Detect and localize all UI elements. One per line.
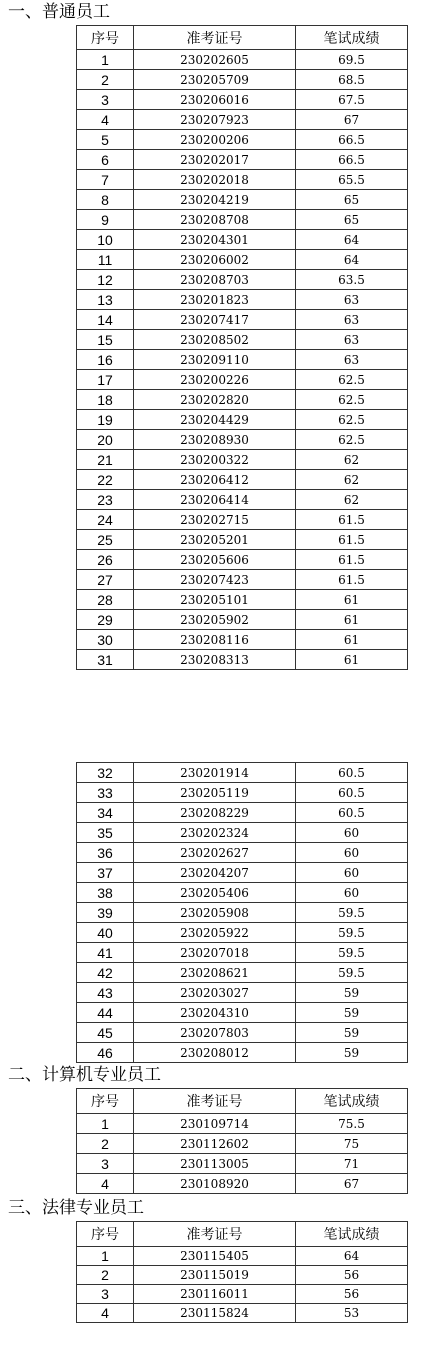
- score-cell: 64: [296, 1247, 408, 1266]
- table-row: [77, 390, 408, 410]
- header-exam-id: 准考证号: [134, 1089, 296, 1114]
- score-cell: 63.5: [296, 270, 408, 290]
- score-cell: 68.5: [296, 70, 408, 90]
- score-cell: 75: [296, 1134, 408, 1154]
- score-cell: 61.5: [296, 530, 408, 550]
- table-row: [77, 210, 408, 230]
- exam-id-cell: 230115824: [134, 1304, 296, 1323]
- score-cell: 59.5: [296, 903, 408, 923]
- table-row: [77, 430, 408, 450]
- seq-cell: 44: [77, 1003, 134, 1023]
- seq-cell: 34: [77, 803, 134, 823]
- score-table-law-staff: [76, 1221, 408, 1323]
- score-cell: 61: [296, 610, 408, 630]
- score-cell: 60: [296, 863, 408, 883]
- exam-id-cell: 230201823: [134, 290, 296, 310]
- seq-cell: 45: [77, 1023, 134, 1043]
- score-cell: 67: [296, 110, 408, 130]
- score-cell: 59: [296, 1043, 408, 1063]
- table-row: [77, 1134, 408, 1154]
- score-cell: 61.5: [296, 570, 408, 590]
- header-score: 笔试成绩: [296, 1089, 408, 1114]
- table-row: [77, 50, 408, 70]
- seq-cell: 3: [77, 90, 134, 110]
- seq-cell: 5: [77, 130, 134, 150]
- exam-id-cell: 230208502: [134, 330, 296, 350]
- section-title-law-staff: 三、法律专业员工: [8, 1198, 144, 1218]
- table-row: [77, 630, 408, 650]
- exam-id-cell: 230206016: [134, 90, 296, 110]
- score-cell: 60: [296, 823, 408, 843]
- table-row: [77, 170, 408, 190]
- seq-cell: 31: [77, 650, 134, 670]
- exam-id-cell: 230207018: [134, 943, 296, 963]
- score-cell: 60.5: [296, 763, 408, 783]
- score-cell: 59.5: [296, 963, 408, 983]
- exam-id-cell: 230200206: [134, 130, 296, 150]
- exam-id-cell: 230108920: [134, 1174, 296, 1194]
- seq-cell: 8: [77, 190, 134, 210]
- exam-id-cell: 230202715: [134, 510, 296, 530]
- score-cell: 60: [296, 883, 408, 903]
- seq-cell: 2: [77, 1134, 134, 1154]
- score-cell: 59.5: [296, 923, 408, 943]
- score-cell: 75.5: [296, 1114, 408, 1134]
- score-cell: 62.5: [296, 390, 408, 410]
- seq-cell: 14: [77, 310, 134, 330]
- seq-cell: 17: [77, 370, 134, 390]
- table-row: [77, 370, 408, 390]
- exam-id-cell: 230202324: [134, 823, 296, 843]
- seq-cell: 43: [77, 983, 134, 1003]
- table-row: [77, 450, 408, 470]
- table-row: [77, 983, 408, 1003]
- score-cell: 59.5: [296, 943, 408, 963]
- score-cell: 62.5: [296, 370, 408, 390]
- exam-id-cell: 230113005: [134, 1154, 296, 1174]
- header-seq: 序号: [77, 26, 134, 50]
- score-cell: 71: [296, 1154, 408, 1174]
- table-row: [77, 1003, 408, 1023]
- exam-id-cell: 230207423: [134, 570, 296, 590]
- seq-cell: 18: [77, 390, 134, 410]
- table-row: [77, 270, 408, 290]
- score-table-computer-staff: [76, 1088, 408, 1194]
- seq-cell: 4: [77, 1174, 134, 1194]
- exam-id-cell: 230205201: [134, 530, 296, 550]
- exam-id-cell: 230205922: [134, 923, 296, 943]
- seq-cell: 39: [77, 903, 134, 923]
- seq-cell: 10: [77, 230, 134, 250]
- table-header-row: [77, 1089, 408, 1114]
- exam-id-cell: 230205902: [134, 610, 296, 630]
- score-cell: 62.5: [296, 410, 408, 430]
- table-row: [77, 290, 408, 310]
- score-cell: 60: [296, 843, 408, 863]
- seq-cell: 32: [77, 763, 134, 783]
- score-cell: 62: [296, 450, 408, 470]
- exam-id-cell: 230204301: [134, 230, 296, 250]
- score-cell: 65.5: [296, 170, 408, 190]
- table-header-row: [77, 26, 408, 50]
- score-cell: 61: [296, 590, 408, 610]
- table-row: [77, 70, 408, 90]
- score-cell: 63: [296, 330, 408, 350]
- score-cell: 56: [296, 1266, 408, 1285]
- exam-id-cell: 230208116: [134, 630, 296, 650]
- score-cell: 65: [296, 190, 408, 210]
- score-cell: 59: [296, 983, 408, 1003]
- seq-cell: 27: [77, 570, 134, 590]
- exam-id-cell: 230208708: [134, 210, 296, 230]
- exam-id-cell: 230202605: [134, 50, 296, 70]
- table-header-row: [77, 1222, 408, 1247]
- header-score: 笔试成绩: [296, 1222, 408, 1247]
- seq-cell: 26: [77, 550, 134, 570]
- exam-id-cell: 230206414: [134, 490, 296, 510]
- table-row: [77, 823, 408, 843]
- score-cell: 63: [296, 350, 408, 370]
- exam-id-cell: 230202018: [134, 170, 296, 190]
- seq-cell: 35: [77, 823, 134, 843]
- seq-cell: 1: [77, 1114, 134, 1134]
- score-cell: 63: [296, 310, 408, 330]
- exam-id-cell: 230208930: [134, 430, 296, 450]
- table-row: [77, 510, 408, 530]
- seq-cell: 33: [77, 783, 134, 803]
- score-cell: 69.5: [296, 50, 408, 70]
- table-row: [77, 1114, 408, 1134]
- table-row: [77, 530, 408, 550]
- header-exam-id: 准考证号: [134, 26, 296, 50]
- seq-cell: 15: [77, 330, 134, 350]
- exam-id-cell: 230200322: [134, 450, 296, 470]
- seq-cell: 6: [77, 150, 134, 170]
- exam-id-cell: 230208313: [134, 650, 296, 670]
- exam-id-cell: 230208229: [134, 803, 296, 823]
- table-row: [77, 190, 408, 210]
- seq-cell: 2: [77, 70, 134, 90]
- table-row: [77, 410, 408, 430]
- table-row: [77, 1023, 408, 1043]
- score-cell: 61: [296, 630, 408, 650]
- seq-cell: 40: [77, 923, 134, 943]
- score-cell: 67: [296, 1174, 408, 1194]
- seq-cell: 16: [77, 350, 134, 370]
- seq-cell: 3: [77, 1154, 134, 1174]
- seq-cell: 29: [77, 610, 134, 630]
- table-row: [77, 923, 408, 943]
- seq-cell: 11: [77, 250, 134, 270]
- exam-id-cell: 230112602: [134, 1134, 296, 1154]
- table-row: [77, 150, 408, 170]
- table-row: [77, 590, 408, 610]
- exam-id-cell: 230204219: [134, 190, 296, 210]
- table-row: [77, 1043, 408, 1063]
- table-row: [77, 1266, 408, 1285]
- table-row: [77, 550, 408, 570]
- table-row: [77, 1174, 408, 1194]
- header-seq: 序号: [77, 1222, 134, 1247]
- table-row: [77, 1285, 408, 1304]
- exam-id-cell: 230208621: [134, 963, 296, 983]
- table-row: [77, 963, 408, 983]
- section-title-general-staff: 一、普通员工: [8, 2, 110, 22]
- seq-cell: 46: [77, 1043, 134, 1063]
- exam-id-cell: 230204429: [134, 410, 296, 430]
- table-row: [77, 763, 408, 783]
- exam-id-cell: 230200226: [134, 370, 296, 390]
- exam-id-cell: 230205406: [134, 883, 296, 903]
- table-row: [77, 130, 408, 150]
- exam-id-cell: 230208012: [134, 1043, 296, 1063]
- score-cell: 66.5: [296, 150, 408, 170]
- table-row: [77, 90, 408, 110]
- seq-cell: 13: [77, 290, 134, 310]
- exam-id-cell: 230206002: [134, 250, 296, 270]
- score-cell: 62: [296, 470, 408, 490]
- seq-cell: 24: [77, 510, 134, 530]
- header-score: 笔试成绩: [296, 26, 408, 50]
- exam-id-cell: 230209110: [134, 350, 296, 370]
- score-cell: 64: [296, 250, 408, 270]
- exam-id-cell: 230109714: [134, 1114, 296, 1134]
- seq-cell: 7: [77, 170, 134, 190]
- table-row: [77, 803, 408, 823]
- table-row: [77, 1247, 408, 1266]
- exam-id-cell: 230203027: [134, 983, 296, 1003]
- exam-id-cell: 230205101: [134, 590, 296, 610]
- score-cell: 61.5: [296, 550, 408, 570]
- exam-id-cell: 230202820: [134, 390, 296, 410]
- score-cell: 61.5: [296, 510, 408, 530]
- score-cell: 65: [296, 210, 408, 230]
- exam-id-cell: 230206412: [134, 470, 296, 490]
- seq-cell: 1: [77, 50, 134, 70]
- score-cell: 59: [296, 1003, 408, 1023]
- table-row: [77, 470, 408, 490]
- score-cell: 61: [296, 650, 408, 670]
- table-row: [77, 883, 408, 903]
- score-cell: 59: [296, 1023, 408, 1043]
- exam-id-cell: 230208703: [134, 270, 296, 290]
- table-row: [77, 903, 408, 923]
- table-row: [77, 230, 408, 250]
- seq-cell: 28: [77, 590, 134, 610]
- table-row: [77, 650, 408, 670]
- seq-cell: 23: [77, 490, 134, 510]
- table-row: [77, 110, 408, 130]
- score-table-general-staff-part2: [76, 762, 408, 1063]
- seq-cell: 1: [77, 1247, 134, 1266]
- table-row: [77, 1154, 408, 1174]
- table-row: [77, 943, 408, 963]
- exam-id-cell: 230202017: [134, 150, 296, 170]
- header-seq: 序号: [77, 1089, 134, 1114]
- table-row: [77, 863, 408, 883]
- exam-id-cell: 230204207: [134, 863, 296, 883]
- exam-id-cell: 230205606: [134, 550, 296, 570]
- seq-cell: 9: [77, 210, 134, 230]
- seq-cell: 36: [77, 843, 134, 863]
- exam-id-cell: 230204310: [134, 1003, 296, 1023]
- table-row: [77, 783, 408, 803]
- seq-cell: 3: [77, 1285, 134, 1304]
- table-row: [77, 843, 408, 863]
- exam-id-cell: 230115019: [134, 1266, 296, 1285]
- exam-id-cell: 230201914: [134, 763, 296, 783]
- table-row: [77, 330, 408, 350]
- exam-id-cell: 230205908: [134, 903, 296, 923]
- score-cell: 64: [296, 230, 408, 250]
- score-cell: 60.5: [296, 783, 408, 803]
- seq-cell: 22: [77, 470, 134, 490]
- table-row: [77, 570, 408, 590]
- exam-id-cell: 230202627: [134, 843, 296, 863]
- score-cell: 56: [296, 1285, 408, 1304]
- score-cell: 63: [296, 290, 408, 310]
- exam-id-cell: 230207417: [134, 310, 296, 330]
- seq-cell: 38: [77, 883, 134, 903]
- exam-id-cell: 230205119: [134, 783, 296, 803]
- seq-cell: 19: [77, 410, 134, 430]
- table-row: [77, 490, 408, 510]
- exam-id-cell: 230207923: [134, 110, 296, 130]
- score-table-general-staff-part1: [76, 25, 408, 670]
- header-exam-id: 准考证号: [134, 1222, 296, 1247]
- table-row: [77, 610, 408, 630]
- seq-cell: 12: [77, 270, 134, 290]
- seq-cell: 42: [77, 963, 134, 983]
- seq-cell: 30: [77, 630, 134, 650]
- seq-cell: 21: [77, 450, 134, 470]
- seq-cell: 41: [77, 943, 134, 963]
- seq-cell: 20: [77, 430, 134, 450]
- table-row: [77, 1304, 408, 1323]
- score-cell: 62.5: [296, 430, 408, 450]
- exam-id-cell: 230205709: [134, 70, 296, 90]
- seq-cell: 4: [77, 110, 134, 130]
- score-cell: 66.5: [296, 130, 408, 150]
- section-title-computer-staff: 二、计算机专业员工: [8, 1065, 161, 1085]
- exam-id-cell: 230116011: [134, 1285, 296, 1304]
- seq-cell: 25: [77, 530, 134, 550]
- score-cell: 67.5: [296, 90, 408, 110]
- exam-id-cell: 230115405: [134, 1247, 296, 1266]
- seq-cell: 4: [77, 1304, 134, 1323]
- exam-id-cell: 230207803: [134, 1023, 296, 1043]
- table-row: [77, 250, 408, 270]
- score-cell: 53: [296, 1304, 408, 1323]
- table-row: [77, 310, 408, 330]
- seq-cell: 37: [77, 863, 134, 883]
- table-row: [77, 350, 408, 370]
- seq-cell: 2: [77, 1266, 134, 1285]
- score-cell: 62: [296, 490, 408, 510]
- score-cell: 60.5: [296, 803, 408, 823]
